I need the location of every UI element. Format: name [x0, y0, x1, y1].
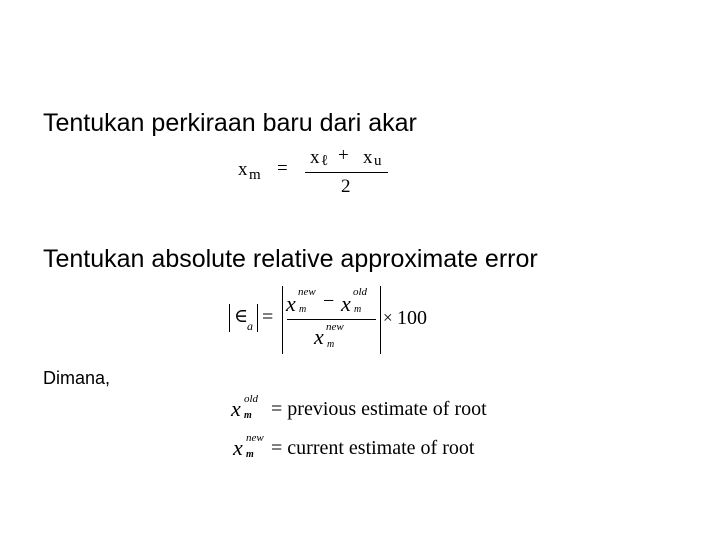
x-new-sub: m — [246, 449, 254, 460]
abs-bar-right-2 — [380, 286, 381, 354]
x-new-denominator-variable: x — [314, 324, 324, 349]
instruction-relative-error: Tentukan absolute relative approximate error — [43, 245, 538, 273]
x-old-subscript: m — [354, 304, 362, 315]
hundred-value: 100 — [397, 307, 427, 329]
x-old-sub: m — [244, 410, 252, 421]
definition-old — [231, 394, 531, 426]
relative-error-formula — [226, 284, 446, 358]
x-new-superscript: new — [298, 286, 316, 298]
plus-sign: + — [338, 145, 349, 166]
midpoint-formula — [238, 146, 398, 198]
x-new-denominator-subscript: m — [327, 339, 335, 350]
x-new-subscript: m — [299, 304, 307, 315]
epsilon-symbol: ∈ — [234, 306, 249, 327]
abs-bar-right-1 — [257, 304, 258, 332]
fraction-bar — [305, 172, 388, 173]
abs-bar-left-1 — [229, 304, 230, 332]
epsilon-subscript: a — [247, 319, 253, 333]
minus-sign: − — [323, 290, 335, 312]
x-old-superscript: old — [353, 286, 368, 298]
x-old-sup: old — [244, 393, 259, 405]
x-old-variable: x — [341, 291, 351, 316]
equals-sign: = — [262, 306, 274, 328]
xm-variable: x — [238, 159, 248, 180]
x-lower-variable: x — [310, 147, 320, 168]
x-new-denominator-superscript: new — [326, 321, 344, 333]
fraction-bar — [287, 319, 376, 320]
times-sign: × — [383, 308, 393, 327]
definition-new-text: = current estimate of root — [271, 437, 475, 459]
where-label: Dimana, — [43, 368, 111, 388]
abs-bar-left-2 — [282, 286, 283, 354]
definition-old-text: = previous estimate of root — [271, 398, 487, 420]
equals-sign: = — [277, 158, 288, 179]
definition-new — [233, 433, 533, 465]
x-new-var: x — [233, 435, 243, 460]
xm-subscript: m — [249, 167, 261, 183]
x-old-var: x — [231, 396, 241, 421]
x-upper-subscript: u — [374, 153, 382, 169]
denominator: 2 — [341, 176, 351, 197]
x-new-sup: new — [246, 432, 264, 444]
x-lower-subscript: ℓ — [321, 153, 329, 169]
x-new-variable: x — [286, 291, 296, 316]
instruction-new-root-estimate: Tentukan perkiraan baru dari akar — [43, 109, 417, 137]
x-upper-variable: x — [363, 147, 373, 168]
